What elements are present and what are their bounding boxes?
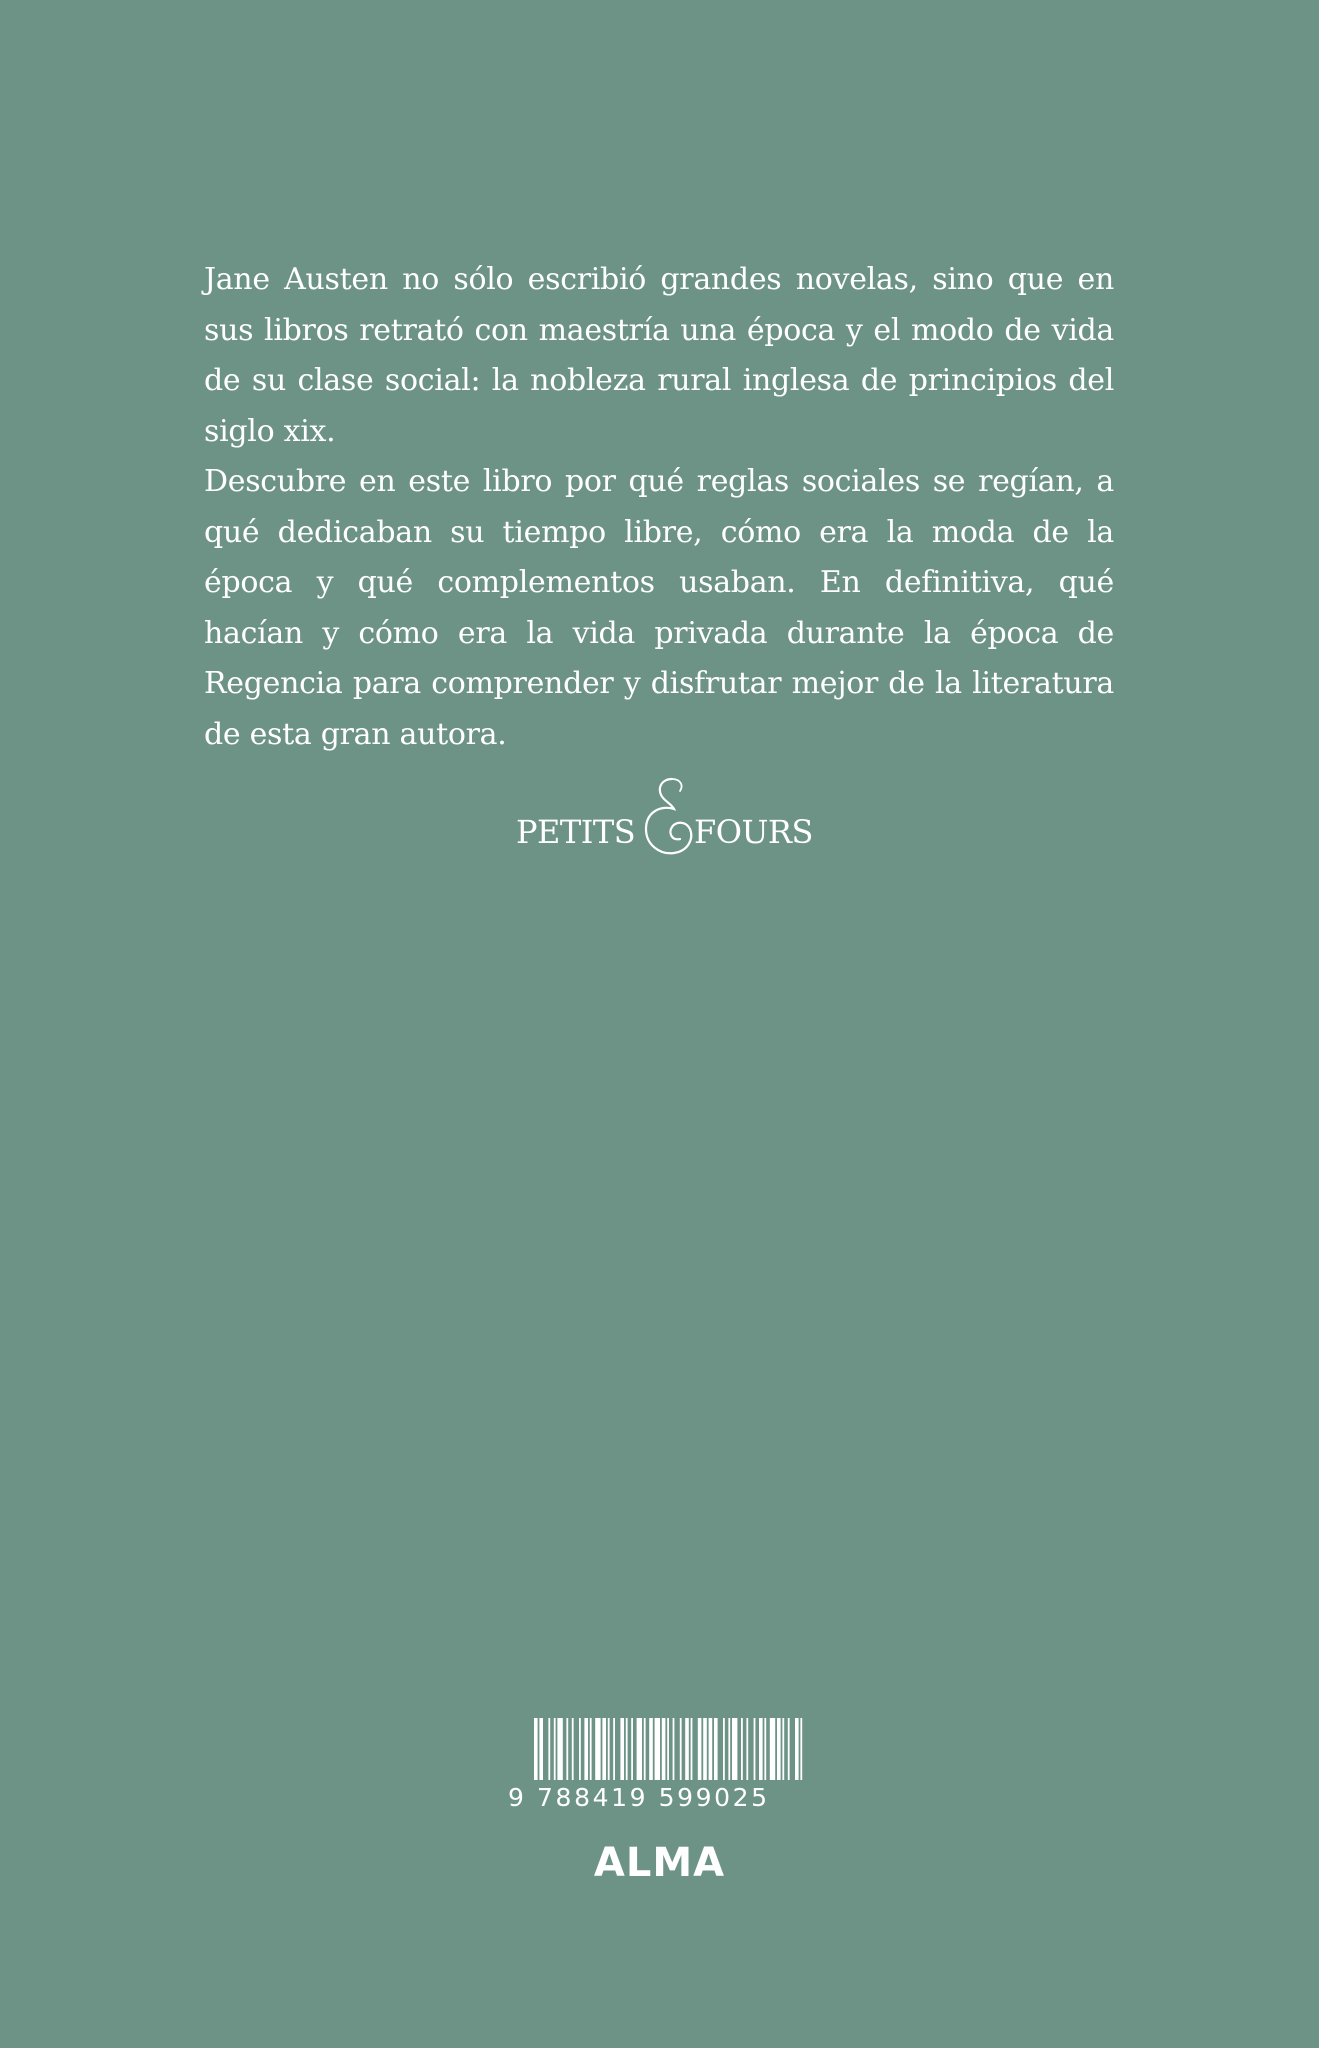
collection-logo-right-word: FOURS	[694, 813, 813, 851]
isbn-barcode	[508, 1718, 808, 1818]
publisher-logo: ALMA	[593, 1840, 726, 1886]
collection-logo	[510, 775, 813, 865]
blurb-paragraph-1: Jane Austen no sólo escribió grandes novelas, sino que en sus libros retrató con maestría una época y el modo de vida de su clase social: la nobleza rural inglesa de principios del siglo xix.	[204, 262, 1114, 449]
collection-logo-left-word: PETITS	[516, 813, 636, 851]
blurb-paragraph-2: Descubre en este libro por qué reglas sociales se regían, a qué dedicaban su tiempo libre, cómo era la moda de la época y qué complementos usaban. En definitiva, qué hacían y cómo era la vida privada durante la época de Regencia para comprender y disfrutar mejor de la literatura de esta gran autora.	[204, 464, 1114, 752]
barcode-icon	[534, 1718, 804, 1780]
back-cover-blurb	[204, 255, 1114, 760]
isbn-number: 9 788419 599025	[508, 1783, 770, 1812]
